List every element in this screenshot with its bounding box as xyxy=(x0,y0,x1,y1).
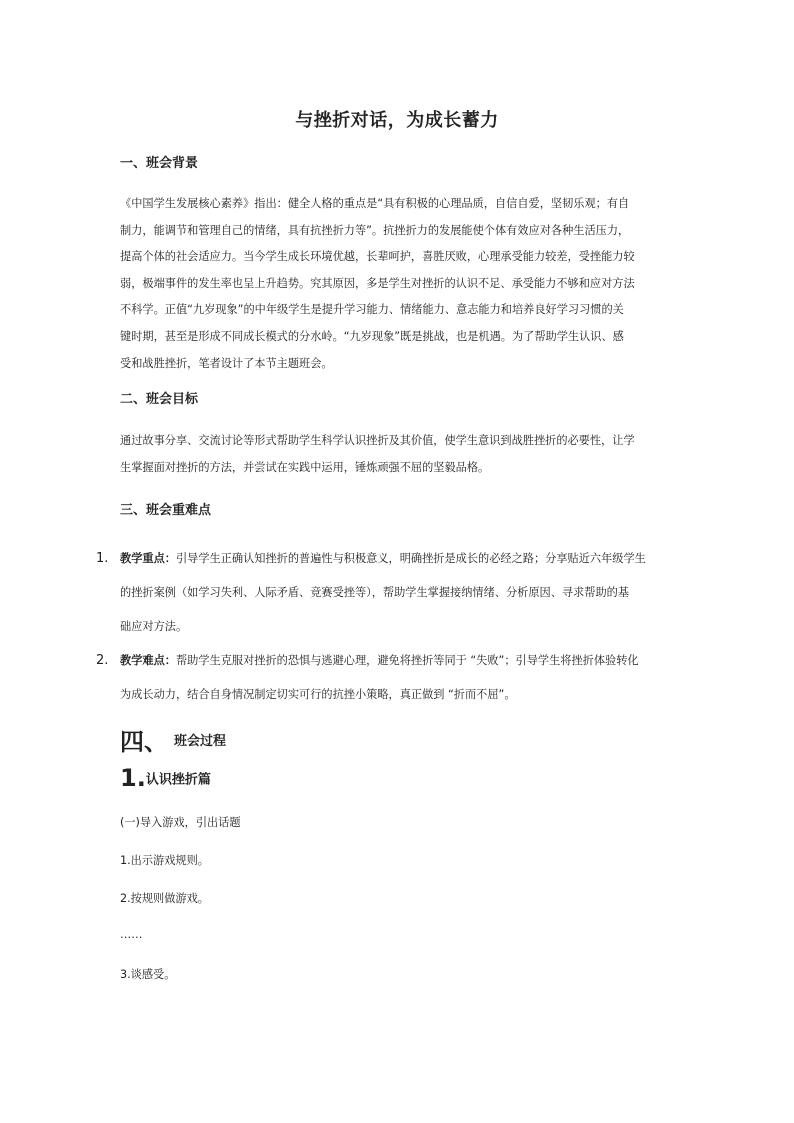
subsection-title: 认识挫折篇 xyxy=(145,772,211,788)
paragraph-line: 通过故事分享、交流讨论等形式帮助学生科学认识挫折及其价值，使学生意识到战胜挫折的必要性，让学 xyxy=(120,434,635,447)
paragraph-line: 生掌握面对挫折的方法，并尝试在实践中运用，锤炼顽强不屈的坚毅品格。 xyxy=(120,460,490,474)
section-title: 班会过程 xyxy=(174,734,227,749)
section-heading-background: 一、班会背景 xyxy=(120,156,199,171)
list-line: 的挫折案例（如学习失利、人际矛盾、竞赛受挫等），帮助学生掌握接纳情绪、分析原因、寻求帮助的基 xyxy=(120,586,630,599)
paragraph-line: 弱，极端事件的发生率也呈上升趋势。究其原因，多是学生对挫折的认识不足、承受能力不够和应对方法 xyxy=(120,276,635,290)
list-item-difficulty xyxy=(96,644,678,712)
list-label: 教学重点： xyxy=(120,552,176,565)
list-text: 帮助学生克服对挫折的恐惧与逃避心理，避免将挫折等同于 “失败”；引导学生将挫折体验转化 xyxy=(175,654,639,667)
section-heading-process xyxy=(120,722,226,757)
list-line: 础应对方法。 xyxy=(120,620,188,633)
subsection-heading xyxy=(120,764,211,792)
list-number: 1. xyxy=(96,551,109,566)
process-line: 3.谈感受。 xyxy=(120,968,176,981)
process-line: (一)导入游戏，引出话题 xyxy=(120,816,241,829)
process-line: 2.按规则做游戏。 xyxy=(120,892,209,905)
paragraph-line: 提高个体的社会适应力。当今学生成长环境优越，长辈呵护，喜胜厌败，心理承受能力较差，受挫能力较 xyxy=(120,250,635,264)
paragraph-line: 制力，能调节和管理自己的情绪，具有抗挫折力等”。抗挫折力的发展能使个体有效应对各种生活压力， xyxy=(120,223,630,237)
list-number: 2. xyxy=(96,653,109,668)
list-line xyxy=(120,644,678,678)
list-item-key-point xyxy=(96,542,678,644)
list-label: 教学难点： xyxy=(120,654,176,667)
paragraph-line: 键时期，甚至是形成不同成长模式的分水岭。“九岁现象”既是挑战，也是机遇。为了帮助学生认识、感 xyxy=(120,329,624,343)
list-line: 为成长动力，结合自身情况制定切实可行的抗挫小策略，真正做到 “折而不屈”。 xyxy=(120,688,516,701)
process-line: 1.出示游戏规则。 xyxy=(120,854,209,867)
process-line: …… xyxy=(120,928,143,941)
section-heading-goals: 二、班会目标 xyxy=(120,392,199,407)
subsection-number-big: 1. xyxy=(120,764,146,792)
paragraph-line: 受和战胜挫折，笔者设计了本节主题班会。 xyxy=(120,356,333,370)
list-line xyxy=(120,542,678,576)
goals-paragraph xyxy=(120,428,678,481)
background-paragraph xyxy=(120,191,678,377)
document-title: 与挫折对话，为成长蓄力 xyxy=(295,110,499,131)
section-heading-key-points: 三、班会重难点 xyxy=(120,503,212,518)
paragraph-line: 不科学。正值“九岁现象”的中年级学生是提升学习能力、情绪能力、意志能力和培养良好学习习惯的关 xyxy=(120,303,624,317)
paragraph-line: 《中国学生发展核心素养》指出：健全人格的重点是“具有积极的心理品质，自信自爱，坚韧乐观；有自 xyxy=(120,197,630,210)
list-text: 引导学生正确认知挫折的普遍性与积极意义，明确挫折是成长的必经之路；分享贴近六年级学生 xyxy=(175,552,646,565)
section-number-big: 四、 xyxy=(120,728,168,756)
